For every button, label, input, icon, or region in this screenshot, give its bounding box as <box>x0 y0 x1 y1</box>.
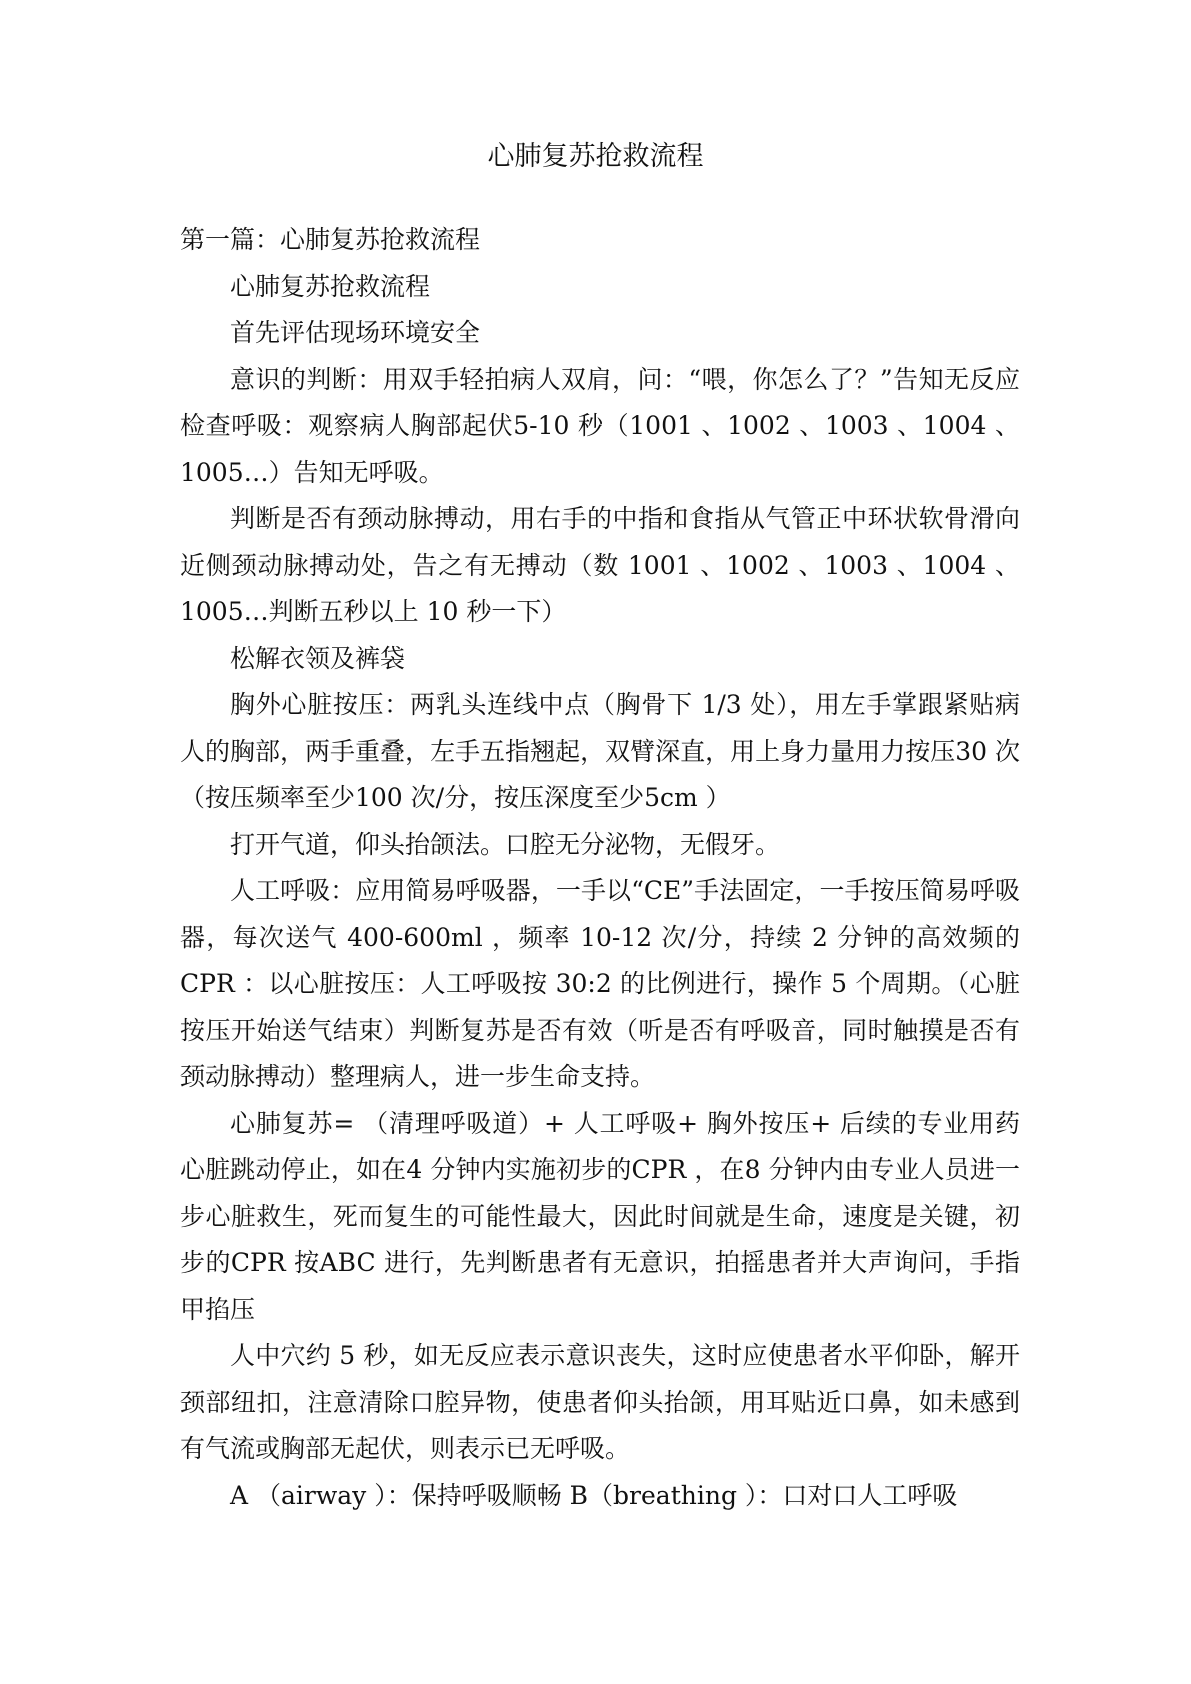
paragraph-pulse-check: 判断是否有颈动脉搏动，用右手的中指和食指从气管正中环状软骨滑向近侧颈动脉搏动处，告之有无搏动（数 1001 、1002 、1003 、1004 、1005…判断五秒以上 10 秒一下） <box>180 504 1020 626</box>
paragraph-section-heading: 第一篇：心肺复苏抢救流程 <box>180 225 481 254</box>
paragraph-abc: A （airway ）：保持呼吸顺畅 B（breathing ）：口对口人工呼吸 <box>230 1480 958 1510</box>
paragraph-consciousness-check: 意识的判断：用双手轻拍病人双肩，问：“喂，你怎么了？”告知无反应 检查呼吸：观察病人胸部起伏5-10 秒（1001 、1002 、1003 、1004 、1005…）告知无呼吸。 <box>180 364 1020 487</box>
paragraph-cpr-formula: 心肺复苏= （清理呼吸道）+ 人工呼吸+ 胸外按压+ 后续的专业用药 心脏跳动停止，如在4 分钟内实施初步的CPR ，在8 分钟内由专业人员进一步心脏救生，死而复生的可能性最大，因此时间就是生命，速度是关键，初步的CPR 按ABC 进行，先判断患者有无意识，拍摇患者并大声询问，手指甲掐压 <box>180 1108 1020 1324</box>
paragraph-chest-compression: 胸外心脏按压：两乳头连线中点（胸骨下 1/3 处），用左手掌跟紧贴病人的胸部，两手重叠，左手五指翘起，双臂深直，用上身力量用力按压30 次（按压频率至少100 次/分，按压深度至少5cm ） <box>180 690 1020 812</box>
paragraph-renzhong-point: 人中穴约 5 秒，如无反应表示意识丧失，这时应使患者水平仰卧，解开颈部纽扣，注意清除口腔异物，使患者仰头抬颌，用耳贴近口鼻，如未感到有气流或胸部无起伏，则表示已无呼吸。 <box>180 1341 1020 1463</box>
paragraph-artificial-respiration: 人工呼吸：应用简易呼吸器，一手以“CE”手法固定，一手按压简易呼吸器，每次送气 400-600ml ，频率 10-12 次/分，持续 2 分钟的高效频的CPR ：以心脏按压：人工呼吸按 30:2 的比例进行，操作 5 个周期。（心脏按压开始送气结束）判断复苏是否有效（听是否有呼吸音，同时触摸是否有颈动脉搏动）整理病人，进一步生命支持。 <box>180 876 1020 1091</box>
paragraph-environment-safety: 首先评估现场环境安全 <box>230 318 481 347</box>
document-title: 心肺复苏抢救流程 <box>487 141 704 172</box>
paragraph-subtitle: 心肺复苏抢救流程 <box>230 271 431 301</box>
paragraph-loosen-clothing: 松解衣领及裤袋 <box>230 643 406 673</box>
document-body <box>180 217 1020 1519</box>
paragraph-open-airway: 打开气道，仰头抬颌法。口腔无分泌物，无假牙。 <box>230 829 781 859</box>
